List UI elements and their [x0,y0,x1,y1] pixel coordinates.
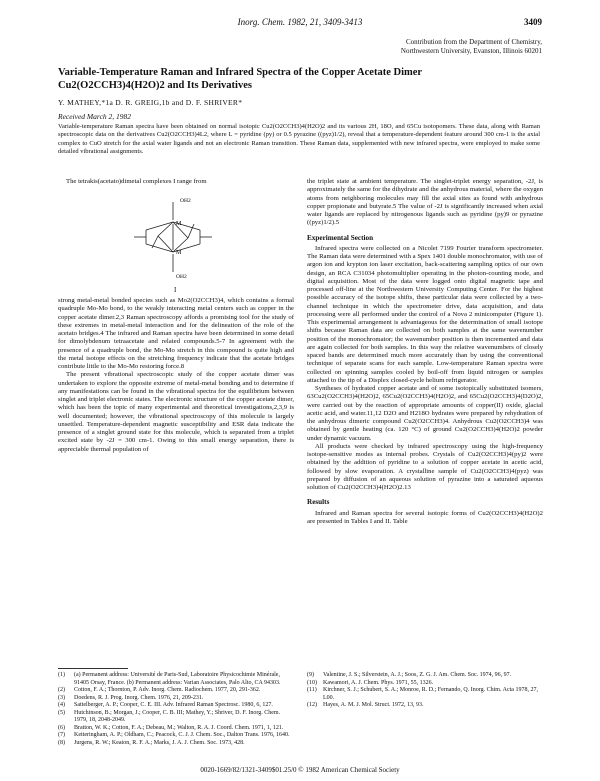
references-left [58,672,294,747]
figure-label: I [174,286,177,294]
paragraph: the triplet state at ambient temperature. The singlet-triplet energy separation, -2J, is approximately the same for the dihydrate and the anhydrous material, where the oxygen atoms from neighboring molecules may fill the axial sites as found with anhydrous copper propionate and butyrate.5 The value of -2J is significantly increased when axial water ligands are replaced by nitrogenous ligands such as pyridine (py)9 or pyrazine ((pyz)1/2).5 [307,178,543,227]
references-right [307,672,543,710]
intro-first-line [58,178,294,186]
article-title [58,66,538,92]
reference: (9) Valentine, J. S.; Silverstein, A. J.; Soos, Z. G. J. Am. Chem. Soc. 1974, 96, 97. [307,672,512,678]
reference: (6) Bratton, W. K.; Cotton, F. A.; Debeau, M.; Walton, R. A. J. Coord. Chem. 1971, 1, 121. [58,724,284,731]
paragraph: Syntheses of hydrated copper acetate and of some isotopically substituted isomers, 63Cu2(O2CCH3)4(H2O)2, 65Cu2(O2CCH3)4(H2O)2, and 65Cu2(O2CCH3)4(D2O)2, were carried out by the reaction of appropriate amounts of copper(II) oxide, glacial acetic acid, and water.11,12 D2O and H218O hydrates were prepared by rehydration of the anhydrous dimeric compound Cu2(O2CCH3)4. Anhydrous Cu2(O2CCH3)4 was obtained by gentle heating (ca. 120 °C) of ground Cu2(O2CCH3)4(H2O)2 powder under dynamic vacuum. [307,385,543,442]
abstract: Variable-temperature Raman spectra have been obtained on normal isotopic Cu2(O2CCH3)4(H2O)2 and its various 2H, 18O, and 65Cu isotopomers. These data, along with Raman spectroscopic data on the derivatives Cu2(O2CCH3)4L2, where L = pyridine (py) or 0.5 pyrazine ((pyz)1/2), reveal that a temperature-dependent feature around 300 cm-1 is the axial complex to CuO stretch for the axial water ligands and not an electronic Raman transition. These Raman data, supplemented with new infrared spectra, were employed to make some detailed vibrational assignments. [58,123,540,155]
title-line: Cu2(O2CCH3)4(H2O)2 and Its Derivatives [58,80,252,91]
structure-figure-I [118,192,228,284]
footnote-rule [58,668,128,669]
contribution-note [312,38,542,56]
reference: (12) Hayes, A. M. J. Mol. Struct. 1972, 13, 93. [307,702,424,708]
running-header-journal: Inorg. Chem. 1982, 21, 3409-3413 [237,17,363,27]
reference: (1) (a) Permanent address: Université de Paris-Sud, Laboratoire Physicochimie Minérale, 91405 Orsay, France. (b) Permanent address: Varian Associates, Palo Alto, CA 94303. [58,672,281,686]
section-heading-results: Results [307,498,330,507]
fig-atom-bottom: OH2 [176,274,187,280]
fig-atom-m2: M [176,250,182,256]
paragraph: The present vibrational spectroscopic study of the copper acetate dimer was undertaken to explore the opposite extreme of metal-metal bonding and to determine if any manifestations can be found in the vibrational spectra for the equilibrium between singlet and triplet electronic states. The electronic structure of the copper acetate dimer, which has been the topic of many experimental and theoretical investigations,2,3,9 is well documented; however, the vibrational spectroscopy of this molecule is largely unsettled. Temperature-dependent magnetic susceptibility and ESR data indicate the presence of a singlet ground state for this molecule, which is separated from a triplet excited state by -2J = 300 cm-1. Owing to this small energy separation, there is appreciable thermal population of [58,371,294,453]
page-number: 3409 [524,17,542,27]
intro-text: The tetrakis(acetato)dimetal complexes I range from [66,178,207,185]
left-column-body [58,297,294,454]
reference: (11) Kirchner, S. J.; Schubert, S. A.; Monroe, R. D.; Fernando, Q. Inorg. Chim. Acta 1978, 27, L00. [307,687,538,701]
received-date: Received March 2, 1982 [58,112,132,121]
paragraph: Infrared spectra were collected on a Nicolet 7199 Fourier transform spectrometer. The Raman data were determined with a Spex 1401 double monochromator, with use of argon ion and krypton ion laser excitation, back-scattering sampling optics of our own design, an RCA C31034 photomultiplier operating in the photon-counting mode, and digital acquisition. Most of the data were logged onto digital magnetic tape and processed off-line at the Northwestern University Computing Center. For the highest possible accuracy of the isotope shifts, these particular data were collected by a two-channel technique in which the spectrometer drive, data acquisition, and data processing were all performed under the control of a Nova 2 minicomputer (Figure 1). This experimental arrangement is advantageous for the determination of small isotope shifts because Raman data are collected on both samples at the same wavenumber position of the monochromator; the wavenumber position is then incremented and data are again collected for both samples. In this way the relative wavenumbers of closely spaced bands are determined much more accurately than by using the conventional technique of separate scans for each sample. Low-temperature Raman spectra were collected on spinning samples cooled by boil-off from liquid nitrogen or samples attached to the tip of a Displex closed-cycle helium refrigerator. [307,244,543,384]
reference: (2) Cotton, F. A.; Thornton, P. Adv. Inorg. Chem. Radiochem. 1977, 20, 291-362. [58,687,261,693]
fig-atom-m1: M [176,221,182,227]
contribution-line: Contribution from the Department of Chemistry, [405,38,542,46]
authors: Y. MATHEY,*1a D. R. GREIG,1b and D. F. SHRIVER* [58,98,243,107]
page-footer: 0020-1669/82/1321-3409$01.25/0 © 1982 American Chemical Society [200,766,400,774]
title-line: Variable-Temperature Raman and Infrared Spectra of the Copper Acetate Dimer [58,67,423,78]
contribution-line: Northwestern University, Evanston, Illinois 60201 [400,47,542,55]
reference: (7) Ketteringham, A. P.; Oldham, C.; Peacock, C. J. J. Chem. Soc., Dalton Trans. 1976, 1640. [58,732,290,738]
fig-atom-top: OH2 [180,198,191,204]
paragraph: strong metal-metal bonded species such as Mo2(O2CCH3)4, which contains a formal quadruple Mo-Mo bond, to the weakly interacting metal centers such as copper in the copper acetate dimer.2,3 Raman spectroscopy affords a promising tool for the study of these extremes in metal-metal interaction and for the delineation of the role of the acetato bridges.4 The infrared and Raman spectra have been determined in some detail for dimolybdenum tetraacetate and related compounds.5-7 In agreement with the presence of a quadruple bond, the Mo-Mo stretch in this compound is quite high and the metal isotope effects on the stretching frequency indicate that the acetate bridges contribute little to the Mo-Mo restoring force.8 [58,297,294,370]
paragraph: Infrared and Raman spectra for several isotopic forms of Cu2(O2CCH3)4(H2O)2 are presented in Tables I and II. Table [307,509,543,525]
paragraph: All products were checked by infrared spectroscopy using the high-frequency isotope-sensitive modes as internal probes. Crystals of Cu2(O2CCH3)4(py)2 were obtained by the addition of pyridine to a solution of copper acetate in acetic acid, followed by slow evaporation. A crystalline sample of Cu2(O2CCH3)4(pyz) was prepared by diffusion of an aqueous solution of pyrazine into a saturated aqueous solution of Cu2(O2CCH3)4(H2O)2.13 [307,442,543,491]
reference: (8) Jurgens, R. W.; Keaton, R. F. A.; Marks, J. A. J. Chem. Soc. 1973, 428. [58,739,245,746]
reference: (3) Doedens, R. J. Prog. Inorg. Chem. 1976, 21, 209-231. [58,694,204,701]
right-column-body [307,178,543,526]
reference: (4) Sattelberger, A. P.; Cooper, C. E. III. Adv. Infrared Raman Spectrosc. 1980, 6, 127. [58,702,273,708]
section-heading-experimental: Experimental Section [307,233,374,242]
reference: (10) Kawamori, A. J. Chem. Phys. 1971, 55, 1326. [307,679,434,686]
reference: (5) Hutchinson, B.; Morgan, J.; Cooper, C. B. III; Mathey, Y.; Shriver, D. F. Inorg. Chem. 1979, 18, 2048-2049. [58,709,281,723]
